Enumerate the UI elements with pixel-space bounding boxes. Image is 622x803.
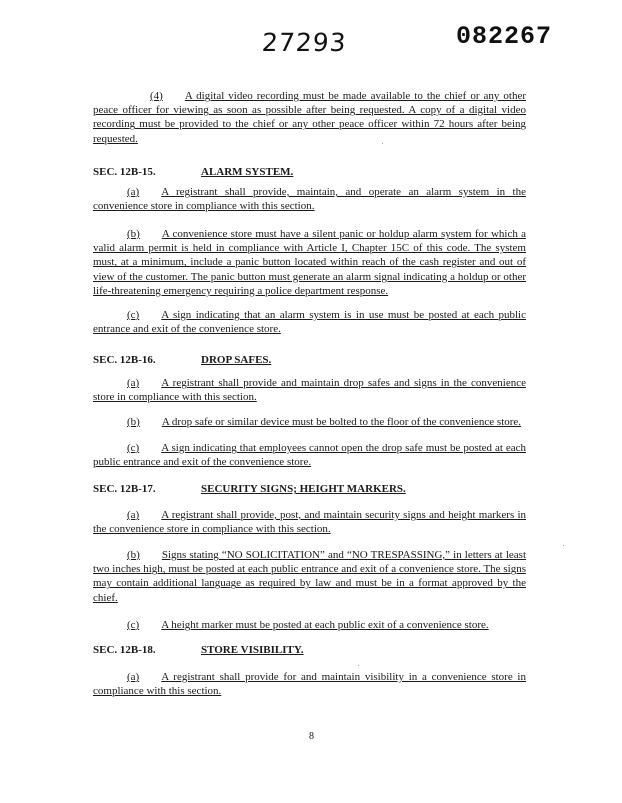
scan-speck <box>563 545 564 546</box>
paragraph-label: (a) <box>127 186 140 198</box>
paragraph-label: (4) <box>150 90 163 102</box>
paragraph-16c <box>93 441 526 469</box>
paragraph-label: (a) <box>127 377 140 389</box>
scan-speck <box>358 665 359 666</box>
section-title: STORE VISIBILITY. <box>201 644 304 656</box>
paragraph-label: (c) <box>127 309 140 321</box>
paragraph-17c <box>93 618 526 632</box>
section-number: SEC. 12B-18. <box>93 644 156 656</box>
paragraph-16b <box>93 415 526 429</box>
section-heading-12b-15 <box>93 166 293 178</box>
paragraph-label: (c) <box>127 442 140 454</box>
paragraph-15b <box>93 227 526 298</box>
paragraph-text: A convenience store must have a silent panic or holdup alarm system for which a valid alarm permit is held in compliance with Article I, Chapter 15C of this code. The system must, at a minimum, include a panic button located within reach of the cash register and out of view of the customer. The panic button must generate an alarm signal indicating a holdup or other life-threatening emergency requiring a police department response. <box>93 228 526 297</box>
paragraph-label: (a) <box>127 671 140 683</box>
paragraph-label: (b) <box>127 549 140 561</box>
paragraph-text: A registrant shall provide and maintain drop safes and signs in the convenience store in compliance with this section. <box>93 377 526 404</box>
page-number: 8 <box>309 731 314 742</box>
section-title: SECURITY SIGNS; HEIGHT MARKERS. <box>201 483 406 495</box>
section-heading-12b-17 <box>93 483 406 495</box>
handwritten-stamp-number: 27293 <box>260 28 348 57</box>
paragraph-text: A sign indicating that an alarm system is in use must be posted at each public entrance and exit of the convenience store. <box>93 309 526 336</box>
section-heading-12b-18 <box>93 644 304 656</box>
section-number: SEC. 12B-15. <box>93 166 156 178</box>
section-title: ALARM SYSTEM. <box>201 166 294 178</box>
paragraph-15c <box>93 308 526 336</box>
paragraph-text: A digital video recording must be made available to the chief or any other peace officer for viewing as soon as possible after being requested. A copy of a digital video recording must be provided to the chief or any other peace officer within 72 hours after being requested. <box>93 90 526 145</box>
section-heading-12b-16 <box>93 354 271 366</box>
paragraph-label: (b) <box>127 228 140 240</box>
file-stamp-number: 082267 <box>456 22 553 51</box>
section-number: SEC. 12B-17. <box>93 483 156 495</box>
paragraph-label: (b) <box>127 416 140 428</box>
section-title: DROP SAFES. <box>201 354 272 366</box>
paragraph-label: (c) <box>127 619 140 631</box>
paragraph-15a <box>93 185 526 213</box>
paragraph-4-video-recording <box>93 89 526 146</box>
paragraph-18a <box>93 670 526 698</box>
section-number: SEC. 12B-16. <box>93 354 156 366</box>
paragraph-text: A height marker must be posted at each public exit of a convenience store. <box>161 619 489 631</box>
paragraph-17a <box>93 508 526 536</box>
paragraph-text: Signs stating “NO SOLICITATION” and “NO TRESPASSING,” in letters at least two inches high, must be posted at each public entrance and exit of a convenience store. The signs may contain additional language as required by law and must be in a format approved by the chief. <box>93 549 526 604</box>
paragraph-text: A registrant shall provide, maintain, and operate an alarm system in the convenience store in compliance with this section. <box>93 186 526 213</box>
paragraph-label: (a) <box>127 509 140 521</box>
paragraph-17b <box>93 548 526 605</box>
paragraph-text: A registrant shall provide, post, and maintain security signs and height markers in the convenience store in compliance with this section. <box>93 509 526 536</box>
paragraph-text: A registrant shall provide for and maintain visibility in a convenience store in compliance with this section. <box>93 671 526 698</box>
paragraph-16a <box>93 376 526 404</box>
scan-speck <box>382 143 383 144</box>
paragraph-text: A drop safe or similar device must be bolted to the floor of the convenience store. <box>161 416 522 428</box>
paragraph-text: A sign indicating that employees cannot open the drop safe must be posted at each public entrance and exit of the convenience store. <box>93 442 526 469</box>
